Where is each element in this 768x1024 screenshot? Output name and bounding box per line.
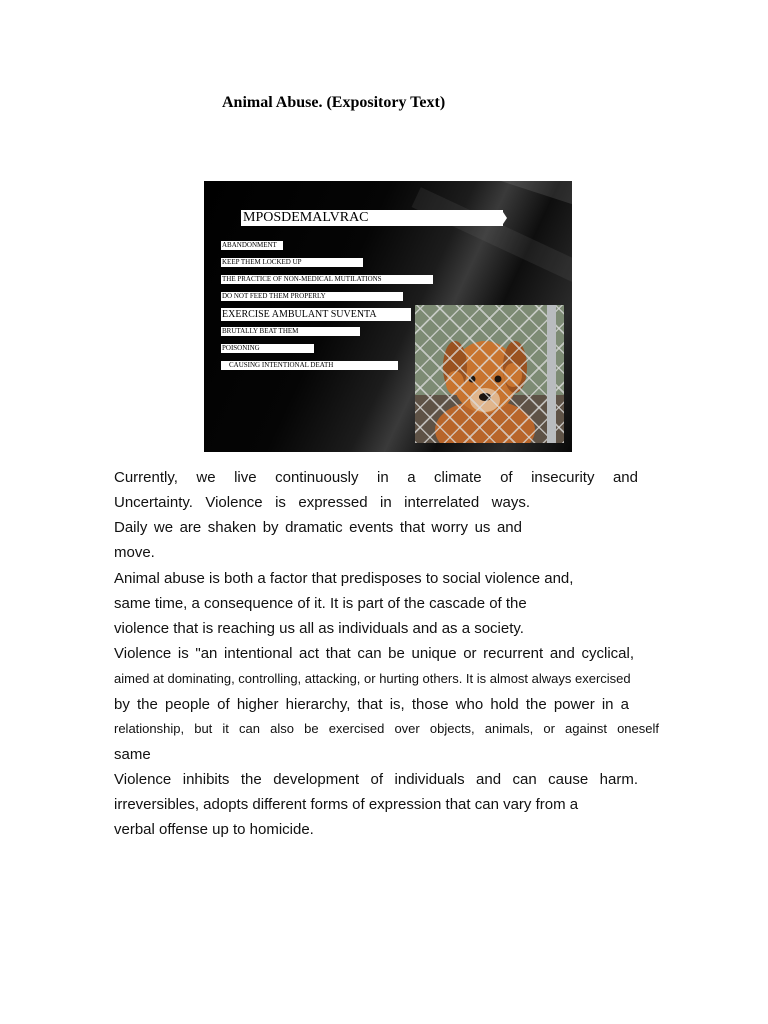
chain-link-fence [415, 305, 564, 443]
slide-list-item: CAUSING INTENTIONAL DEATH [221, 361, 398, 370]
body-line: relationship, but it can also be exercised over objects, animals, or against oneself [114, 721, 659, 736]
body-line: move. [114, 544, 155, 561]
body-line: Uncertainty. Violence is expressed in interrelated ways. [114, 494, 530, 511]
document-title: Animal Abuse. (Expository Text) [222, 94, 446, 111]
body-line: by the people of higher hierarchy, that is, those who hold the power in a [114, 696, 629, 713]
slide-list-item: EXERCISE AMBULANT SUVENTA [221, 308, 411, 321]
body-line: Currently, we live continuously in a climate of insecurity and [114, 469, 638, 486]
slide-list-item: BRUTALLY BEAT THEM [221, 327, 360, 336]
body-line: verbal offense up to homicide. [114, 821, 314, 838]
body-line: same [114, 746, 151, 763]
body-line: Daily we are shaken by dramatic events that worry us and [114, 519, 522, 536]
slide-list-item: THE PRACTICE OF NON-MEDICAL MUTILATIONS [221, 275, 433, 284]
body-line: Animal abuse is both a factor that predisposes to social violence and, [114, 570, 574, 587]
slide-list-item: ABANDONMENT [221, 241, 283, 250]
puppy-photo [415, 305, 564, 443]
body-line: irreversibles, adopts different forms of expression that can vary from a [114, 796, 579, 813]
slide-image [204, 181, 572, 452]
body-line: violence that is reaching us all as individuals and as a society. [114, 620, 524, 637]
slide-decoration [412, 187, 572, 317]
body-line: Violence inhibits the development of individuals and can cause harm. [114, 771, 638, 788]
slide-list-item: POISONING [221, 344, 314, 353]
slide-list-item: DO NOT FEED THEM PROPERLY [221, 292, 403, 301]
fence-post [547, 305, 556, 443]
slide-list-item: KEEP THEM LOCKED UP [221, 258, 363, 267]
body-line: same time, a consequence of it. It is part of the cascade of the [114, 595, 527, 612]
slide-heading: MPOSDEMALVRAC [241, 210, 503, 226]
body-line: Violence is "an intentional act that can be unique or recurrent and cyclical, [114, 645, 634, 662]
body-line: aimed at dominating, controlling, attacking, or hurting others. It is almost always exercised [114, 671, 631, 686]
